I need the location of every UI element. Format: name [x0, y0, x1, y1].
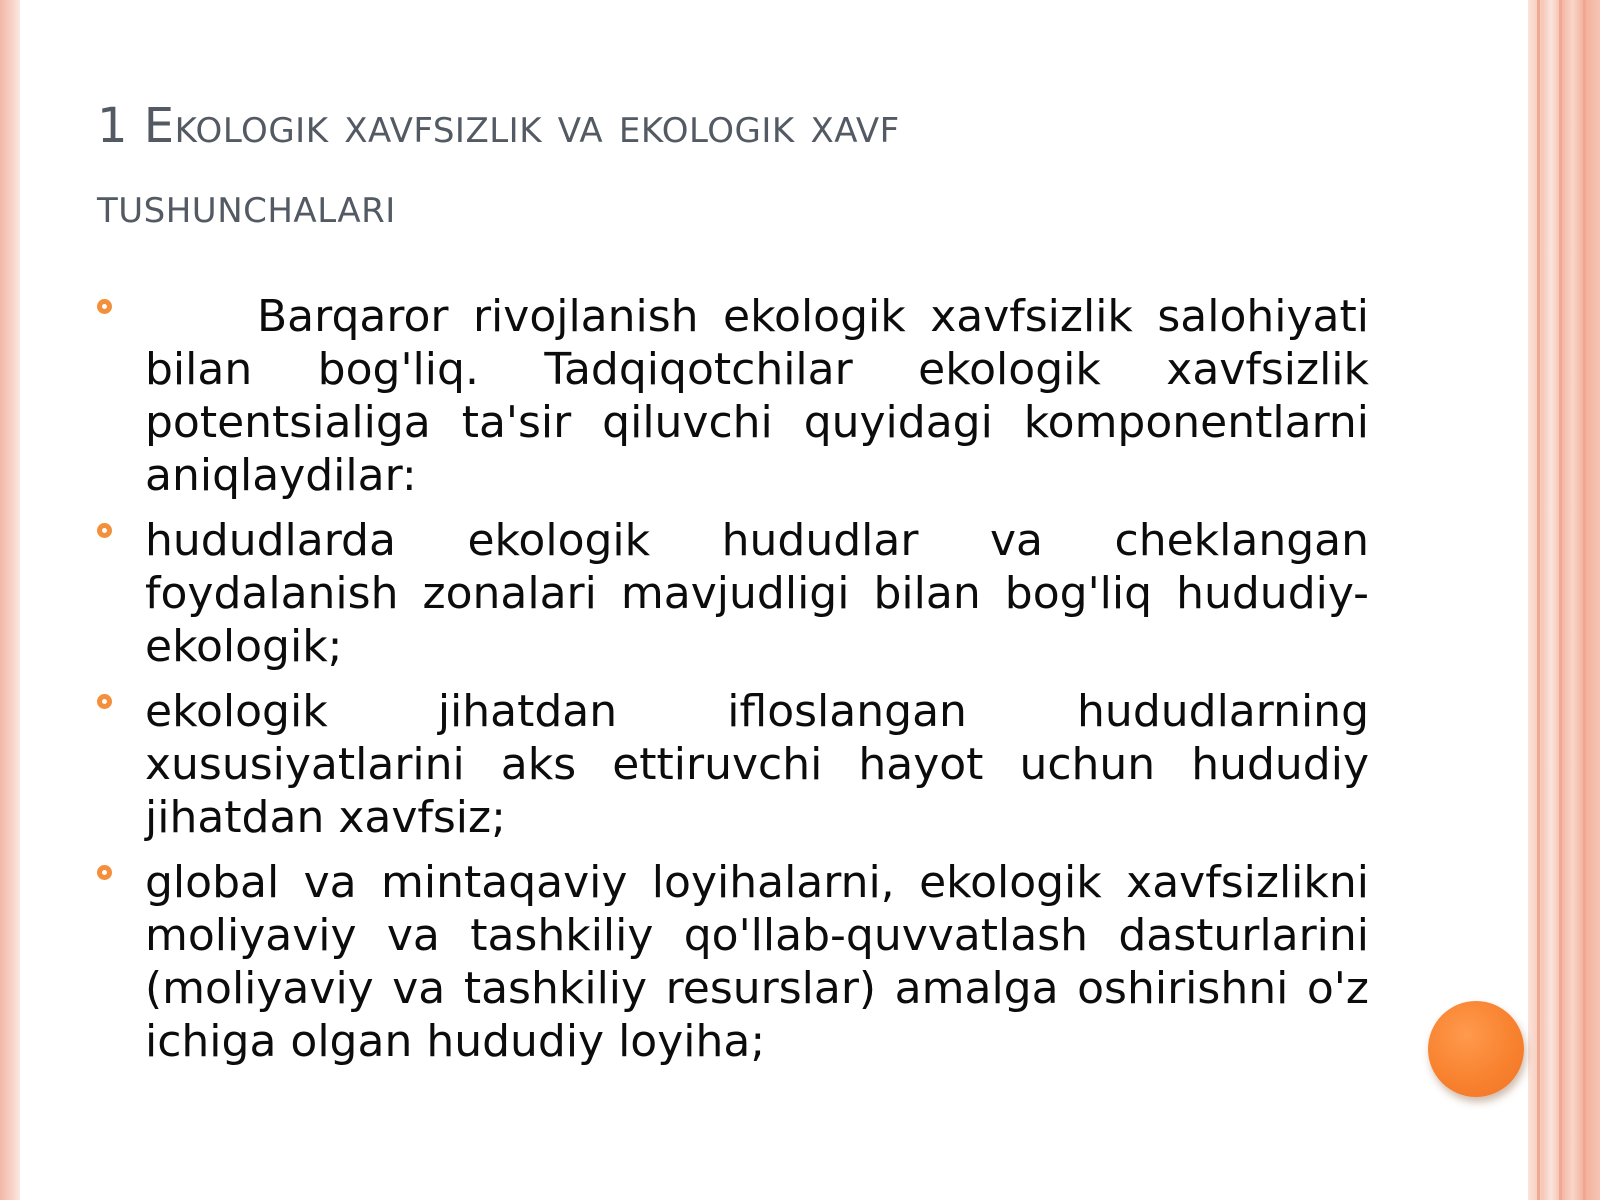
list-item	[97, 290, 1369, 502]
bullet-text: hududlarda ekologik hududlar va cheklangan foydalanish zonalari mavjudligi bilan bog'liq hududiy-ekologik;	[145, 515, 1369, 672]
right-stripe-line	[1537, 0, 1540, 1200]
right-stripe-line	[1559, 0, 1562, 1200]
ring-bullet-icon	[97, 299, 112, 314]
bullet-text: ekologik jihatdan ifloslangan hududlarning xususiyatlarini aks ettiruvchi hayot uchun hududiy jihatdan xavfsiz;	[145, 686, 1369, 843]
slide-title-line-1: 1 Ekologik xavfsizlik va ekologik xavf	[97, 98, 900, 154]
slide-title-line-2: tushunchalari	[97, 178, 396, 234]
list-item	[97, 514, 1369, 673]
ring-bullet-icon	[97, 523, 112, 538]
ring-bullet-icon	[97, 694, 112, 709]
slide-title	[97, 86, 1347, 246]
list-item	[97, 685, 1369, 844]
orange-orb-decoration	[1428, 1001, 1524, 1097]
list-item	[97, 856, 1369, 1068]
ring-bullet-icon	[97, 865, 112, 880]
bullet-text: Barqaror rivojlanish ekologik xavfsizlik salohiyati bilan bog'liq. Tadqiqotchilar ekologik xavfsizlik potentsialiga ta'sir qiluvchi quyidagi komponentlarni aniqlaydilar:	[145, 291, 1369, 501]
right-stripe-line	[1583, 0, 1586, 1200]
bullet-list	[97, 290, 1369, 1080]
left-accent-stripe	[0, 0, 20, 1200]
bullet-text: global va mintaqaviy loyihalarni, ekologik xavfsizlikni moliyaviy va tashkiliy qo'llab-quvvatlash dasturlarini (moliyaviy va tashkiliy resurslar) amalga oshirishni o'z ichiga olgan hududiy loyiha;	[145, 857, 1369, 1067]
